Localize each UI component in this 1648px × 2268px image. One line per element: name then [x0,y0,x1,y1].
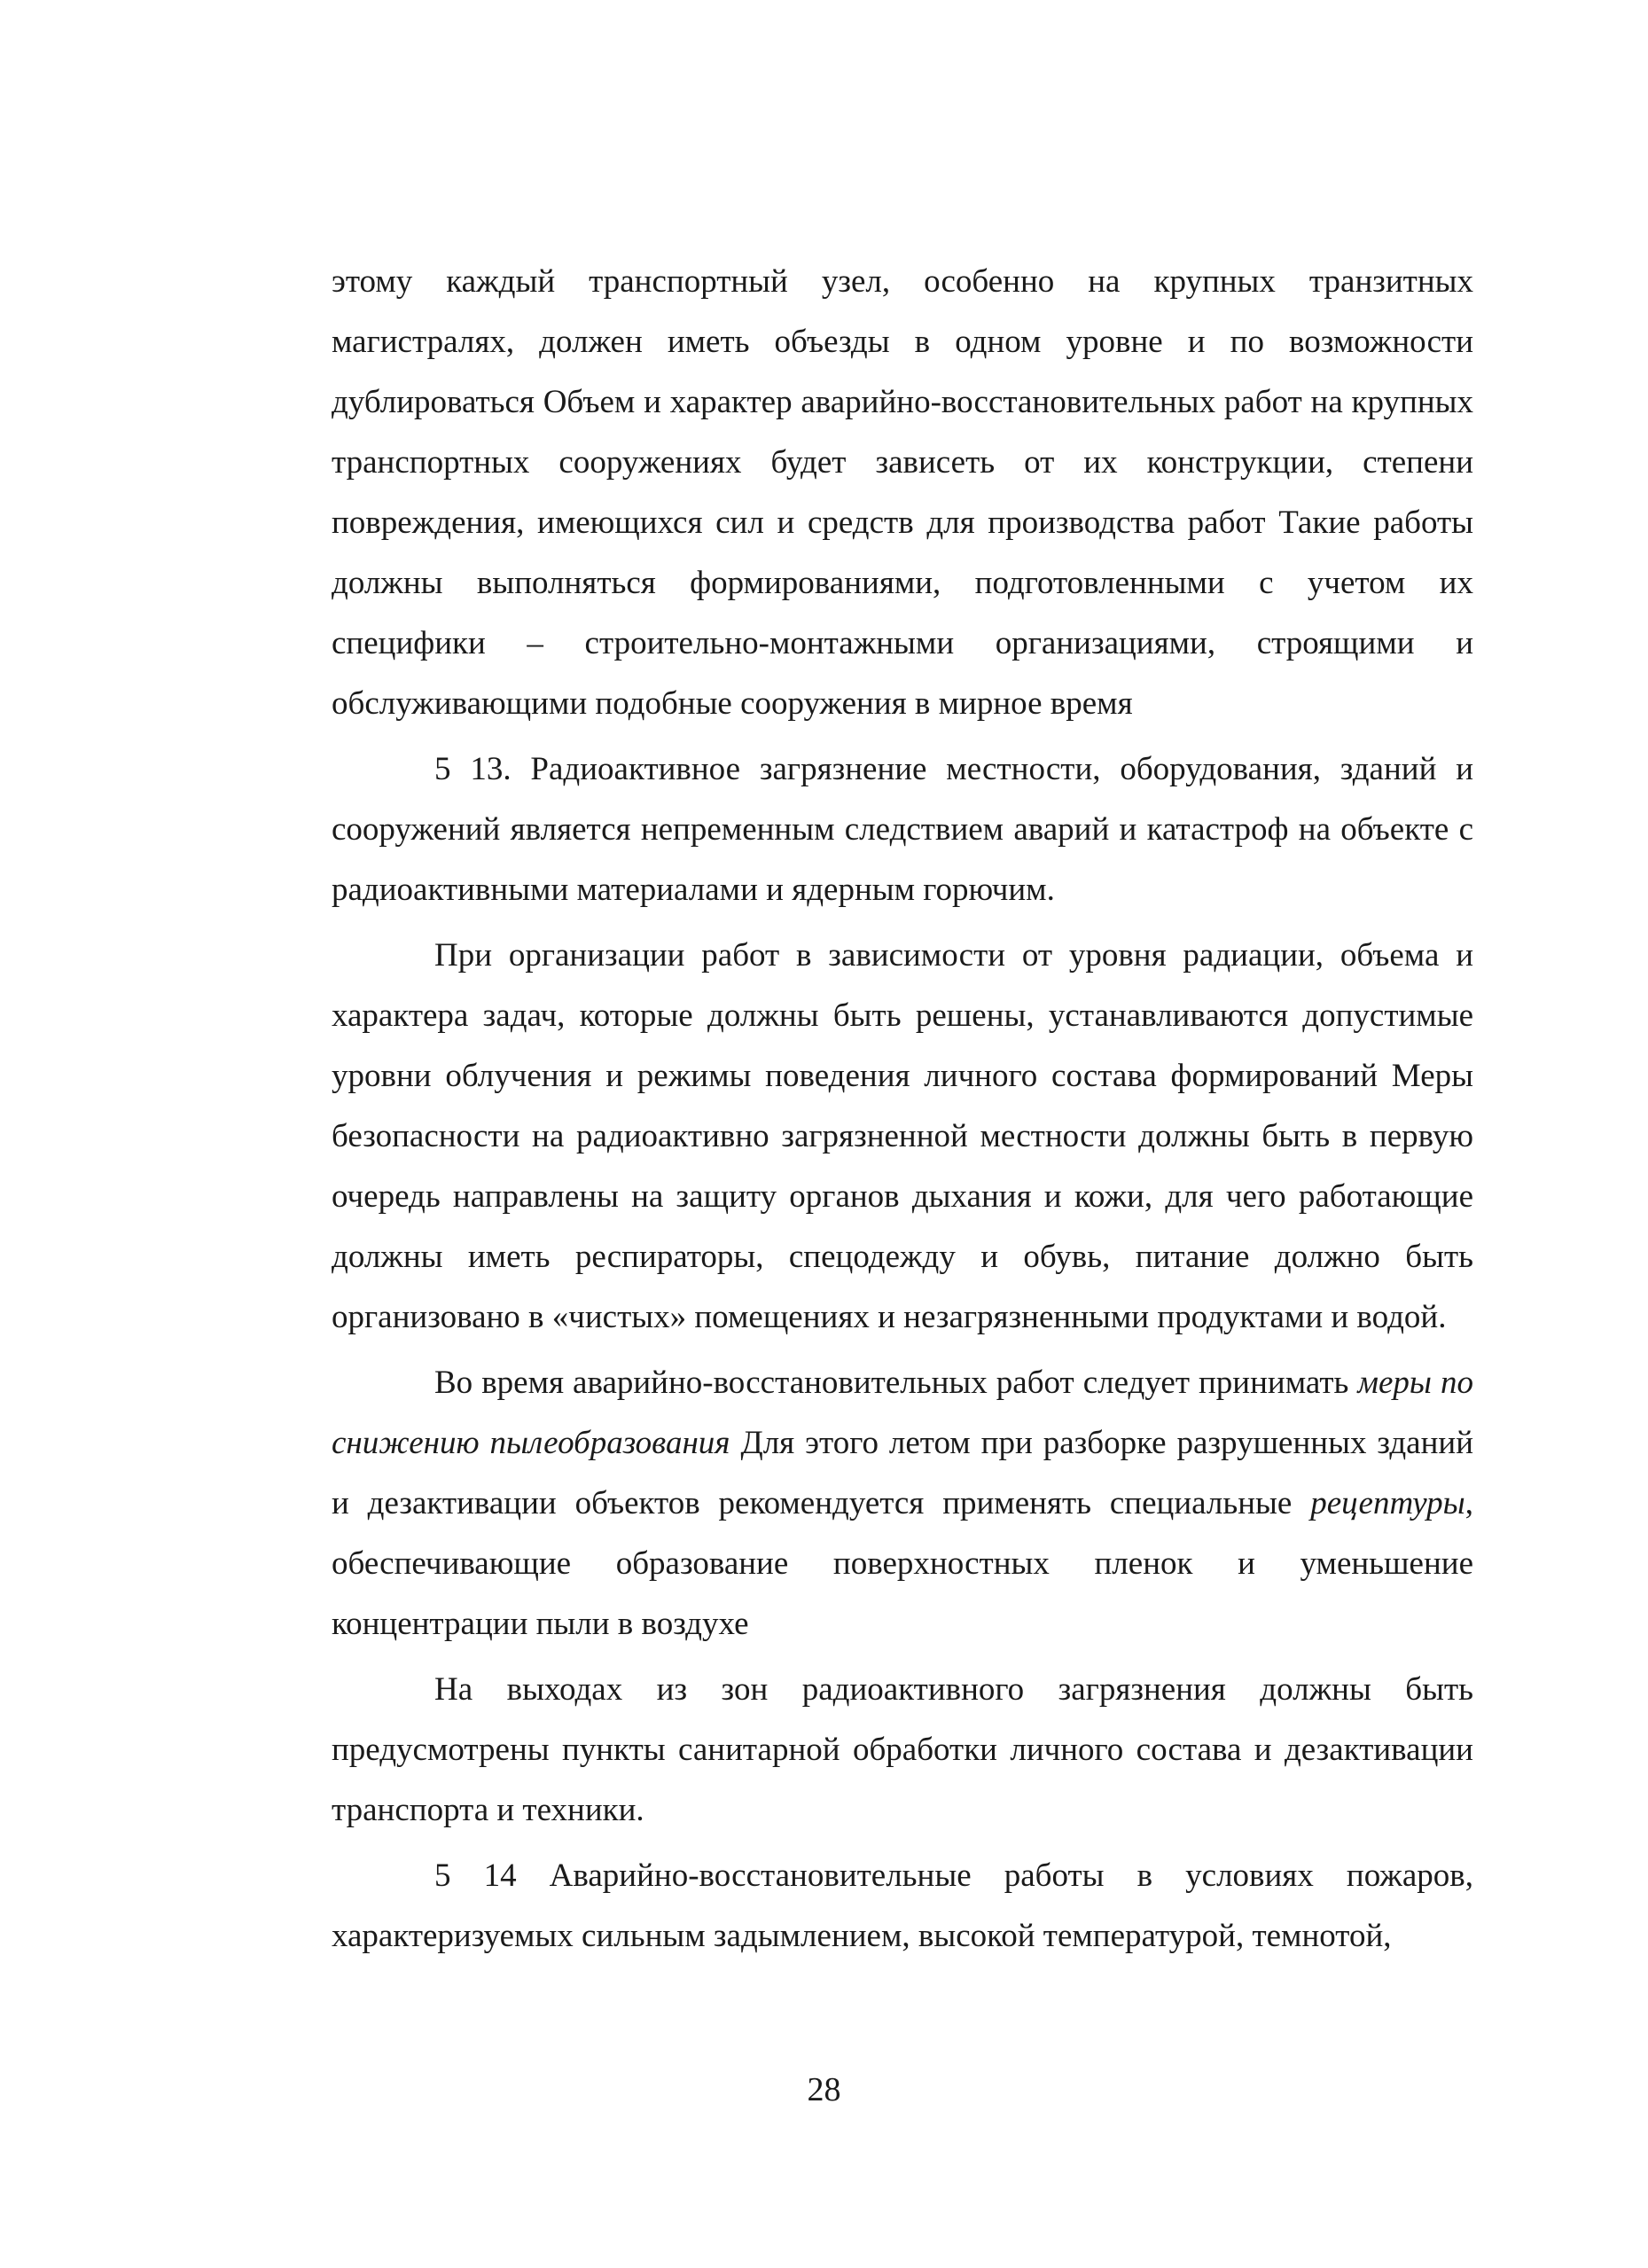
dust-reduction-italic-formulas: рецептуры [1310,1485,1465,1521]
page-number: 28 [807,2071,841,2108]
dust-reduction-text-start: Во время аварийно-восстановительных работ следует принимать [434,1365,1358,1401]
dust-reduction-italic-measures: меры по снижению пылеобразования [332,1365,1473,1461]
paragraph-transport-nodes: этому каждый транспортный узел, особенно на крупных транзитных магистралях, должен иметь объезды в одном уровне и по возможности дублироваться Объем и характер аварийно-восстановительных работ на крупных транспортных сооружениях будет зависеть от их конструкции, степени повреждения, имеющихся сил и средств для производства работ Такие работы должны выполняться формированиями, подготовленными с учетом их специфики – строительно-монтажными организациями, строящими и обслуживающими подобные сооружения в мирное время [332,263,1473,722]
paragraph-radioactive-contamination: 5 13. Радиоактивное загрязнение местности, оборудования, зданий и сооружений является непременным следствием аварий и катастроф на объекте с радиоактивными материалами и ядерным горючим. [332,751,1473,908]
dust-reduction-text-middle: Для этого летом при разборке разрушенных зданий и дезактивации объектов рекомендуется применять специальные [332,1425,1473,1521]
dust-reduction-text-end: , обеспечивающие образование поверхностных пленок и уменьшение концентрации пыли в воздухе [332,1485,1473,1642]
paragraph-sanitary-points: На выходах из зон радиоактивного загрязнения должны быть предусмотрены пункты санитарной обработки личного состава и дезактивации транспорта и техники. [332,1671,1473,1828]
body-text [332,252,1473,1967]
paragraph-work-organization: При организации работ в зависимости от уровня радиации, объема и характера задач, которые должны быть решены, устанавливаются допустимые уровни облучения и режимы поведения личного состава формирований Меры безопасности на радиоактивно загрязненной местности должны быть в первую очередь направлены на защиту органов дыхания и кожи, для чего работающие должны иметь респираторы, спецодежду и обувь, питание должно быть организовано в «чистых» помещениях и незагрязненными продуктами и водой. [332,937,1473,1335]
paragraph-dust-reduction [332,1353,1473,1654]
paragraph-fire-conditions: 5 14 Аварийно-восстановительные работы в условиях пожаров, характеризуемых сильным задымлением, высокой температурой, темнотой, [332,1857,1473,1954]
